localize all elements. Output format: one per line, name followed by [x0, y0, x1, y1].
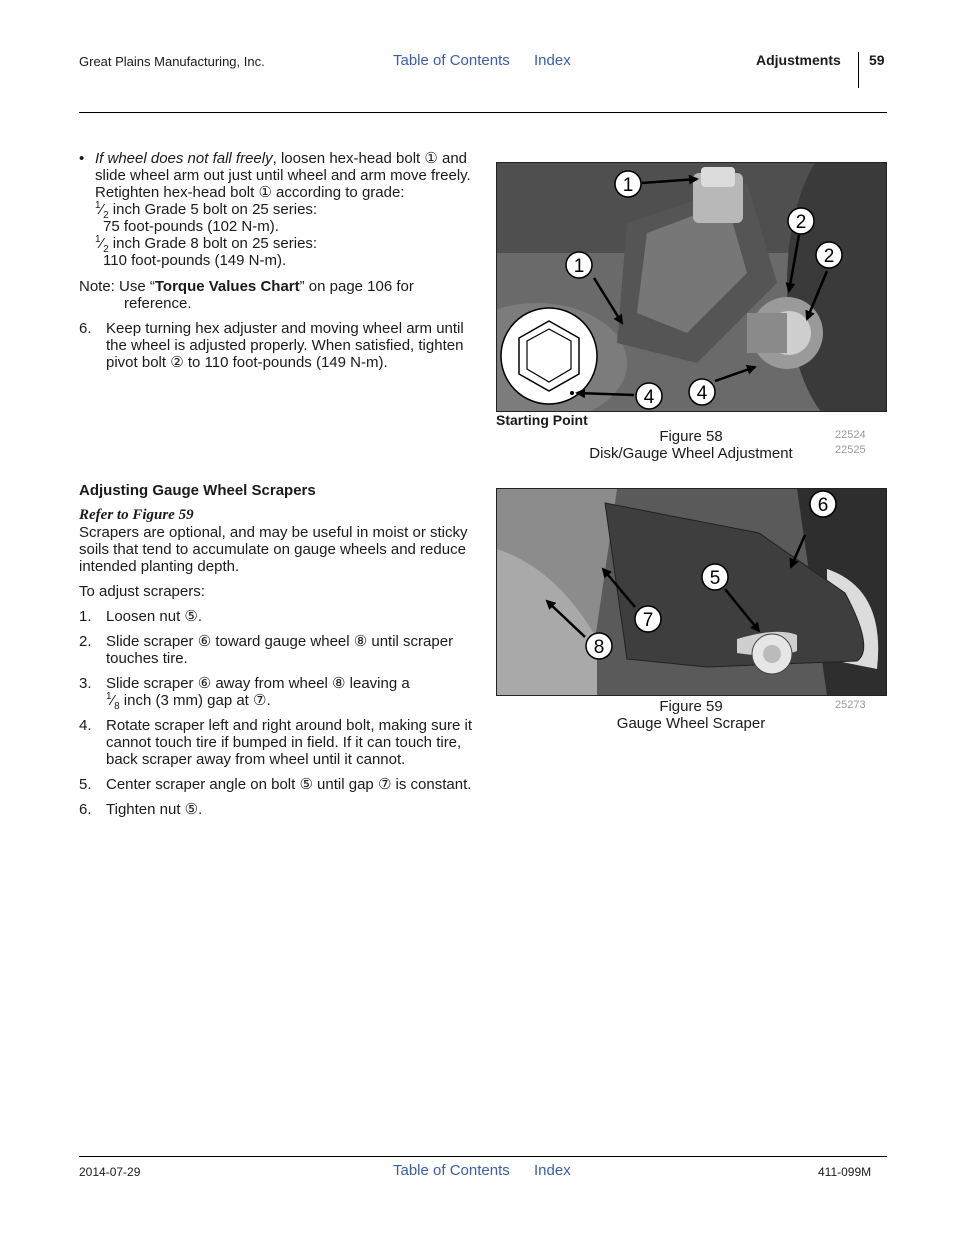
figure-reference: Refer to Figure 59 — [79, 507, 194, 523]
page-number: 59 — [869, 52, 885, 68]
scraper-step — [79, 717, 474, 768]
scrapers-section — [79, 482, 474, 818]
fraction-den: 8 — [114, 701, 120, 712]
wheel-adjust-text — [79, 150, 474, 371]
torque-note — [79, 278, 474, 312]
step-text: Loosen nut ⑤. — [106, 608, 203, 625]
bullet-paragraph — [79, 150, 474, 269]
figure-58-label: Starting Point — [496, 412, 588, 428]
photo-id: 22524 — [835, 429, 866, 441]
callout-6: 6 — [817, 495, 829, 516]
gauge-wheel-scraper-photo — [497, 489, 886, 695]
figure-59-number: Figure 59 — [659, 698, 723, 715]
step-number: 2. — [79, 633, 92, 650]
step-number: 4. — [79, 717, 92, 734]
step-text: Tighten nut ⑤. — [106, 801, 203, 818]
grade5-line: $^1⁄_2$ inch Grade 5 bolt on 25 series: — [95, 200, 318, 221]
grade8-line: $^1⁄_2$ inch Grade 8 bolt on 25 series: — [95, 234, 318, 255]
step-number: 6. — [79, 320, 92, 337]
step-text: inch (3 mm) gap at ⑦. — [119, 692, 271, 709]
figure-58-number: Figure 58 — [659, 428, 723, 445]
callout-1a: 1 — [622, 175, 634, 196]
grade8-fraction-den: 2 — [103, 244, 109, 255]
note-chart-name: Torque Values Chart — [154, 278, 300, 295]
figure-58-caption — [496, 428, 886, 462]
step-text: Rotate scraper left and right around bolt, making sure it cannot touch tire if bumped in field. If it can touch tire, back scraper away from wheel until it cannot. — [106, 717, 473, 768]
figure-59-photo — [496, 488, 887, 696]
header-company: Great Plains Manufacturing, Inc. — [79, 54, 265, 69]
header-toc-link[interactable]: Table of Contents — [393, 52, 510, 69]
bullet-italic: If wheel does not fall freely — [95, 150, 273, 167]
step-text: Center scraper angle on bolt ⑤ until gap ⑦ is constant. — [106, 776, 472, 793]
figure-58-title: Disk/Gauge Wheel Adjustment — [589, 445, 793, 462]
header-divider — [858, 52, 859, 88]
footer-date: 2014-07-29 — [79, 1165, 141, 1179]
grade5-text: inch Grade 5 bolt on 25 series: — [108, 201, 318, 218]
figure-58-photo-ids — [835, 428, 866, 458]
grade5-fraction-num: 1 — [95, 200, 101, 211]
footer-rule — [79, 1156, 887, 1157]
header-section-title: Adjustments — [756, 52, 841, 68]
step-number: 3. — [79, 675, 92, 692]
grade8-text: inch Grade 8 bolt on 25 series: — [108, 235, 318, 252]
callout-4a: 4 — [643, 387, 655, 408]
figure-59-caption — [496, 698, 886, 732]
header-index-link[interactable]: Index — [534, 52, 571, 69]
step-number: 6. — [79, 801, 92, 818]
step-text: Slide scraper ⑥ away from wheel ⑧ leaving a — [106, 675, 410, 692]
scraper-step — [79, 801, 474, 818]
step-number: 1. — [79, 608, 92, 625]
figure-58-photo — [496, 162, 887, 412]
footer-index-link[interactable]: Index — [534, 1162, 571, 1179]
fraction-num: 1 — [106, 691, 112, 702]
scraper-step — [79, 608, 474, 625]
grade5-torque: 75 foot-pounds (102 N-m). — [103, 218, 279, 235]
header-rule — [79, 112, 887, 113]
section-heading: Adjusting Gauge Wheel Scrapers — [79, 482, 316, 499]
footer-toc-link[interactable]: Table of Contents — [393, 1162, 510, 1179]
grade8-torque: 110 foot-pounds (149 N-m). — [103, 252, 287, 269]
scraper-step — [79, 776, 474, 793]
grade5-fraction-den: 2 — [103, 210, 109, 221]
photo-id: 22525 — [835, 444, 866, 456]
note-prefix: Note: Use “ — [79, 278, 155, 295]
figure-59-photo-id: 25273 — [835, 699, 866, 711]
bullet-mark: • — [79, 150, 85, 167]
grade8-fraction-num: 1 — [95, 234, 101, 245]
callout-8: 8 — [593, 637, 605, 658]
footer-doc-number: 411-099M — [818, 1165, 872, 1179]
step-6-wheel — [79, 320, 474, 371]
step-text: Slide scraper ⑥ toward gauge wheel ⑧ until scraper touches tire. — [106, 633, 454, 667]
scrapers-intro: Scrapers are optional, and may be useful in moist or sticky soils that tend to accumulate on gauge wheels and reduce intended planting depth. — [79, 524, 468, 575]
callout-2b: 2 — [823, 246, 835, 267]
scraper-step: 3. Slide scraper ⑥ away from wheel ⑧ leaving a $^1⁄_8$ inch (3 mm) gap at ⑦. — [79, 675, 410, 712]
to-adjust-label: To adjust scrapers: — [79, 583, 205, 600]
callout-5: 5 — [709, 568, 721, 589]
step-text: Keep turning hex adjuster and moving wheel arm until the wheel is adjusted properly. When satisfied, tighten pivot bolt ② to 110 foot-pounds (149 N-m). — [106, 320, 464, 371]
callout-1b: 1 — [573, 256, 585, 277]
note-rest: ” on page 106 for reference. — [124, 278, 414, 312]
bullet-text: , loosen hex-head bolt ① and slide wheel arm out just until wheel and arm move freely. Retighten hex-head bolt ① according to grade: — [95, 150, 471, 201]
disk-gauge-wheel-photo — [497, 163, 886, 411]
callout-7: 7 — [642, 610, 654, 631]
callout-2a: 2 — [795, 212, 807, 233]
step-number: 5. — [79, 776, 92, 793]
callout-4b: 4 — [696, 383, 708, 404]
figure-59-title: Gauge Wheel Scraper — [616, 715, 766, 732]
scraper-step — [79, 633, 474, 667]
